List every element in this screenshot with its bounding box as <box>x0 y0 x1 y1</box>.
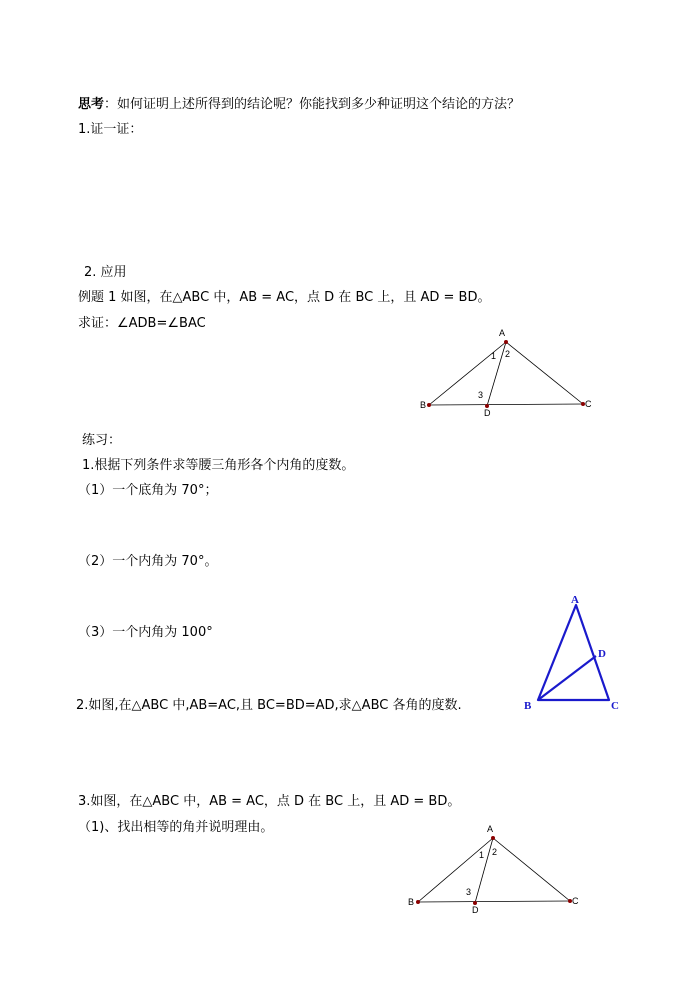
label-a: A <box>487 824 494 834</box>
to-prove-text: 求证：∠ADB=∠BAC <box>78 316 206 331</box>
angle-label-2: 2 <box>505 349 511 359</box>
point-a <box>491 836 495 840</box>
label-a: A <box>571 594 579 606</box>
question-1-part-2: （2）一个内角为 70°。 <box>78 554 218 569</box>
think-label: 思考 <box>78 97 105 112</box>
label-c: C <box>611 700 619 712</box>
angle-label-1: 1 <box>479 850 485 860</box>
think-text: ：如何证明上述所得到的结论呢？你能找到多少种证明这个结论的方法？ <box>104 97 521 112</box>
label-c: C <box>572 896 579 906</box>
example-text: 例题 1 如图，在△ABC 中，AB = AC，点 D 在 BC 上，且 AD = BD。 <box>78 290 491 305</box>
side-ab <box>418 838 493 902</box>
segment-ad <box>475 838 493 903</box>
question-3: 3.如图，在△ABC 中，AB = AC，点 D 在 BC 上，且 AD = BD。 <box>78 794 461 809</box>
apply-heading: 2. 应用 <box>84 265 127 280</box>
angle-label-2: 2 <box>492 847 498 857</box>
label-b: B <box>408 897 415 907</box>
prove-heading: 1.证一证： <box>78 122 143 137</box>
side-ac <box>493 838 570 901</box>
side-bc <box>418 901 570 902</box>
angle-label-1: 1 <box>491 351 497 361</box>
label-c: C <box>585 399 592 409</box>
question-1-part-3: （3）一个内角为 100° <box>78 625 213 640</box>
label-a: A <box>499 328 506 338</box>
label-d: D <box>484 408 491 418</box>
label-d: D <box>472 905 479 915</box>
point-b <box>416 900 420 904</box>
angle-label-3: 3 <box>478 390 484 400</box>
label-b: B <box>420 400 427 410</box>
label-b: B <box>524 700 532 712</box>
label-d: D <box>598 648 606 660</box>
angle-label-3: 3 <box>466 887 472 897</box>
question-1-part-1: （1）一个底角为 70°； <box>78 483 218 498</box>
practice-heading: 练习： <box>82 433 122 448</box>
question-3-part-1: （1)、找出相等的角并说明理由。 <box>78 820 274 835</box>
question-2: 2.如图,在△ABC 中,AB=AC,且 BC=BD=AD,求△ABC 各角的度数. <box>76 698 462 713</box>
question-1: 1.根据下列条件求等腰三角形各个内角的度数。 <box>82 458 355 473</box>
